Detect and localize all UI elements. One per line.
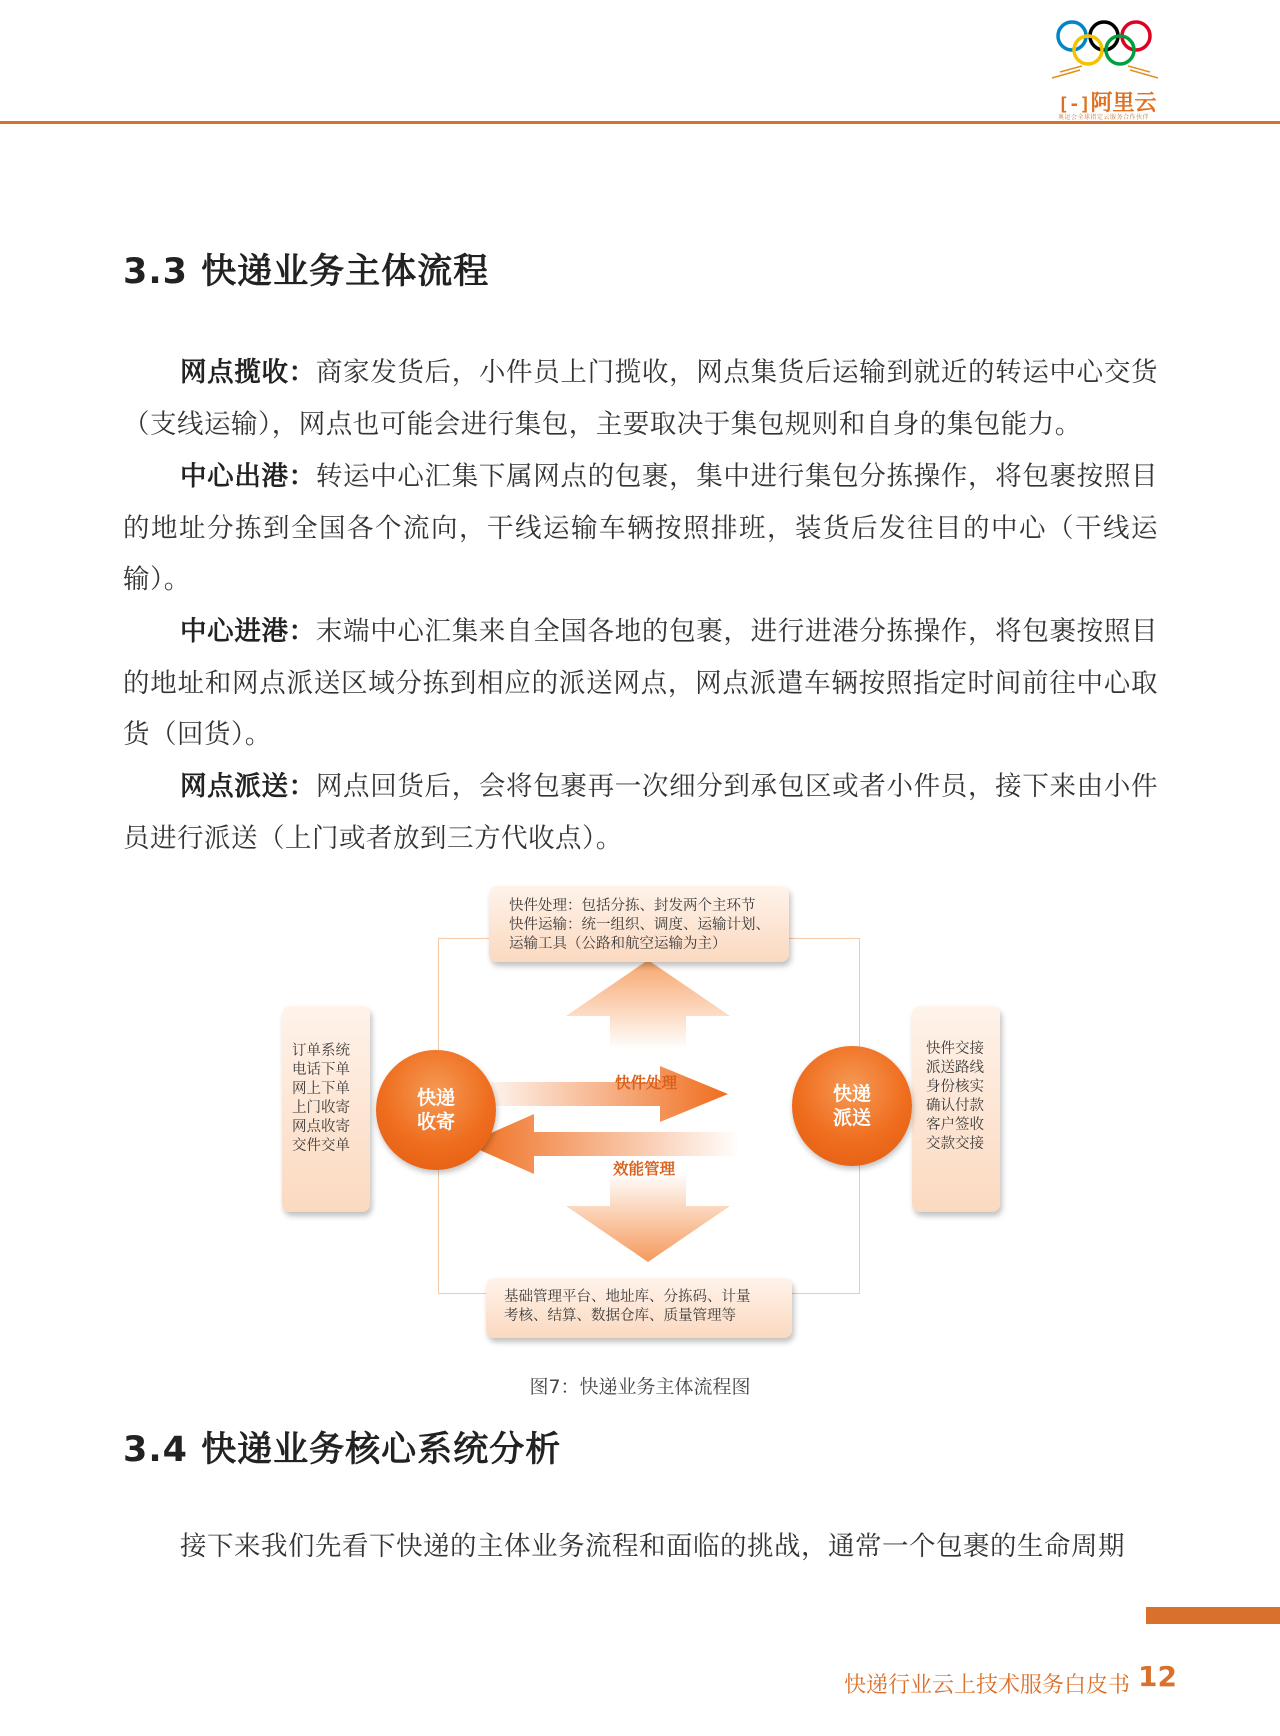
card-line: 网上下单: [292, 1081, 350, 1097]
arrow-down-icon: [566, 1172, 730, 1262]
circle-label: 派送: [832, 1107, 871, 1129]
brand-subtitle: 奥运会全球指定云服务合作伙伴: [1058, 114, 1150, 121]
arrow-right-icon: [470, 1066, 728, 1122]
header-divider: [0, 121, 1280, 124]
card-line: 网点收寄: [292, 1119, 350, 1135]
page-header: [0, 0, 1280, 124]
card-line: 订单系统: [292, 1043, 350, 1059]
paragraph: [123, 606, 1158, 761]
card-line: 确认付款: [926, 1098, 984, 1114]
paragraph: [123, 451, 1158, 606]
flow-diagram: [270, 876, 1010, 1346]
arrow-label-process: 快件处理: [615, 1074, 678, 1092]
card-line: 基础管理平台、地址库、分拣码、计量: [504, 1289, 751, 1305]
paragraph-text: 网点回货后，会将包裹再一次细分到承包区或者小件员，接下来由小件员进行派送（上门或者放到三方代收点）。: [123, 771, 1159, 854]
circle-label: 快递: [416, 1087, 455, 1109]
card-line: 快件交接: [926, 1041, 984, 1057]
card-line: 运输工具（公路和航空运输为主）: [509, 936, 727, 952]
delivery-circle: [792, 1046, 912, 1166]
card-line: 交件交单: [292, 1138, 350, 1154]
card-line: 客户签收: [926, 1117, 984, 1133]
paragraph-label: 网点揽收：: [180, 357, 316, 388]
circle-label: 收寄: [416, 1111, 455, 1133]
page-number: 12: [1138, 1660, 1177, 1693]
paragraph-text: 末端中心汇集来自全国各地的包裹，进行进港分拣操作，将包裹按照目的地址和网点派送区域分拣到相应的派送网点，网点派遣车辆按照指定时间前往中心取货（回货）。: [123, 616, 1159, 750]
paragraph-label: 中心进港：: [180, 616, 316, 647]
brand-label: 阿里云: [1090, 91, 1157, 116]
paragraph-label: 中心出港：: [180, 461, 316, 492]
arrow-label-management: 效能管理: [613, 1160, 676, 1178]
left-card: [282, 1006, 370, 1212]
arrow-left-icon: [466, 1114, 740, 1174]
olympic-rings-icon: [1050, 12, 1160, 82]
card-line: 身份核实: [926, 1079, 984, 1095]
paragraph: 接下来我们先看下快递的主体业务流程和面临的挑战，通常一个包裹的生命周期: [180, 1531, 1125, 1562]
paragraph-text: 商家发货后，小件员上门揽收，网点集货后运输到就近的转运中心交货（支线运输），网点也可能会进行集包，主要取决于集包规则和自身的集包能力。: [123, 357, 1159, 440]
brand-logo: [1030, 8, 1170, 121]
section-title: 3.3 快递业务主体流程: [123, 252, 490, 292]
card-line: 快件处理：包括分拣、封发两个主环节: [509, 898, 756, 914]
circle-label: 快递: [832, 1083, 871, 1105]
card-line: 交款交接: [926, 1136, 984, 1152]
arrow-up-icon: [566, 960, 730, 1050]
top-card: [489, 886, 789, 962]
card-line: 上门收寄: [292, 1100, 350, 1116]
figure-caption: 图7：快递业务主体流程图: [529, 1376, 751, 1398]
collect-circle: [376, 1050, 496, 1170]
paragraph-text: 转运中心汇集下属网点的包裹，集中进行集包分拣操作，将包裹按照目的地址分拣到全国各个流向，干线运输车辆按照排班，装货后发往目的中心（干线运输）。: [123, 461, 1159, 595]
card-line: 快件运输：统一组织、调度、运输计划、: [509, 917, 770, 933]
right-card: [912, 1006, 1000, 1212]
paragraph: [123, 761, 1158, 864]
paragraph: [123, 347, 1158, 450]
card-line: 考核、结算、数据仓库、质量管理等: [504, 1308, 736, 1324]
paragraph-label: 网点派送：: [180, 771, 316, 802]
footer-accent-bar: [1146, 1607, 1280, 1624]
card-line: 派送路线: [926, 1060, 984, 1076]
alibaba-cloud-icon: [-]: [1058, 94, 1091, 115]
card-line: 电话下单: [292, 1062, 350, 1078]
section-title: 3.4 快递业务核心系统分析: [123, 1430, 562, 1470]
bottom-card: [486, 1278, 792, 1338]
footer-doc-title: 快递行业云上技术服务白皮书: [843, 1673, 1130, 1698]
